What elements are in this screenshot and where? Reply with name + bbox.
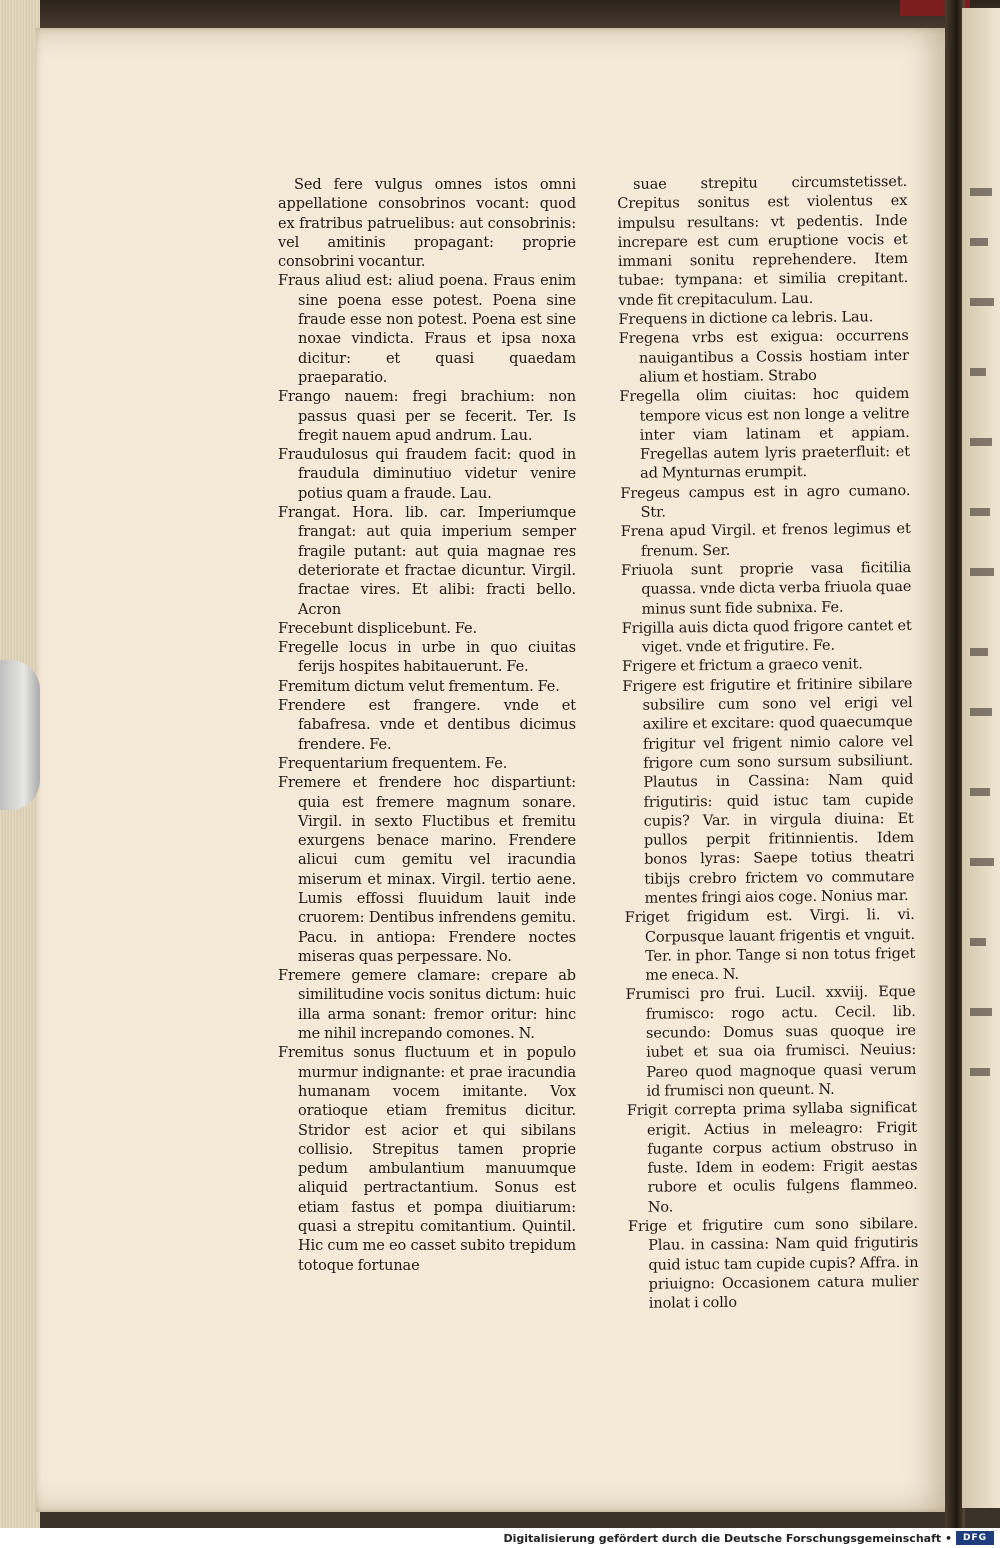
text-entry: Fregelle locus in urbe in quo ciuitas ferijs hospites habitauerunt. Fe. (278, 640, 576, 676)
text-entry: Frecebunt displicebunt. Fe. (278, 620, 478, 637)
left-text-column (278, 176, 576, 1276)
text-entry: Friget frigidum est. Virgi. li. vi. Corpusque lauant frigentis et vnguit. Ter. in phor. Tange si non totus friget me eneca. N. (624, 907, 916, 984)
text-entry: Frumisci pro frui. Lucil. xxviij. Eque frumisco: rogo actu. Cecil. lib. secundo: Domus suas quoque ire iubet et sua oia frumisci. Neuius: Pareo quod magnoque quasi verum id frumisci non queunt. N. (625, 984, 917, 1100)
text-entry: Friuola sunt proprie vasa ficitilia quassa. vnde dicta verba friuola quae minus sunt fide subnixa. Fe. (621, 559, 912, 618)
text-entry: Frigere et frictum a graeco venit. (622, 656, 863, 676)
text-entry: Frango nauem: fregi brachium: non passus quasi per se fecerit. Ter. Is fregit nauem apud andrum. Lau. (278, 389, 576, 444)
text-entry: Frena apud Virgil. et frenos legimus et frenum. Ser. (620, 521, 911, 560)
text-entry: Frequentarium frequentem. Fe. (278, 755, 508, 772)
text-entry: Fremitum dictum velut frementum. Fe. (278, 678, 560, 695)
text-entry: Fremitus sonus fluctuum et in populo murmur indignante: et prae iracundia humanam vocem imitante. Vox oratioque etiam fremitus dicitur. Stridor est acior et qui sibilans collisio. Strepitus tamen proprie pedum ambulantium manuumque aliquid pertractantium. Sonus est etiam fastus et pompa diuitiarum: quasi a strepitu comitantium. Quintil. Hic cum me eo casset subito trepidum totoque fortunae (278, 1045, 576, 1274)
text-entry: Frequens in dictione ca lebris. Lau. (618, 309, 874, 329)
text-entry: Frendere est frangere. vnde et fabafresa. vnde et dentibus dicimus frendere. Fe. (278, 698, 576, 753)
text-entry: suae strepitu circumstetisset. Crepitus sonitus est violentus ex impulsu resultans: vt pedentis. Inde increpare est cum eruptione vocis et immani sonitu reprehendere. Item tubae: tympana: et similia crepitant. vnde fit crepitaculum. Lau. (617, 173, 909, 309)
footer-bar (0, 1528, 1000, 1548)
funding-credit: Digitalisierung gefördert durch die Deutsche Forschungsgemeinschaft • (503, 1532, 952, 1545)
text-entry: Frige et frigutire cum sono sibilare. Plau. in cassina: Nam quid frigutiris quid istuc tam cupide cupis? Affra. in priuigno: Occasionem catura mulier inolat i collo (627, 1215, 919, 1312)
text-entry: Fremere et frendere hoc dispartiunt: quia est fremere magnum sonare. Virgil. in sexto Fluctibus et fremitu exurgens benace marino. Frendere alicui cum gemitu vel iracundia miserum et minax. Virgil. tertio aene. Lumis effossi fluuidum lauit inde cruorem: Dentibus infrendens gemitu. Pacu. in antiopa: Frendere noctes miseras quas perpessare. No. (278, 775, 576, 965)
text-entry: Fraus aliud est: aliud poena. Fraus enim sine poena esse potest. Poena sine fraude esse non potest. Poena est sine noxae vindicta. Fraus et ipsa noxa dicitur: et quasi quaedam praeparatio. (278, 273, 576, 386)
text-entry: Fregeus campus est in agro cumano. Str. (620, 482, 911, 521)
text-entry: Frigere est frigutire et fritinire sibilare subsilire cum sono vel erigi vel axilire et excitare: quod quaecumque frigitur vel frigent nimio calore vel frigore cum sono sursum subsiliunt. Plautus in Cassina: Nam quid frigutiris: quid istuc tam cupide cupis? Var. in virgula diuina: Et pullos perpit fritinnientis. Idem bonos lyras: Saepe totius theatri tibijs crebro frictem vo commutare mentes fringi aios coge. Nonius mar. (622, 675, 915, 907)
dfg-logo-icon: DFG (956, 1531, 994, 1545)
text-entry: Fraudulosus qui fraudem facit: quod in fraudula diminutiuo videtur venire potius quam a fraude. Lau. (278, 447, 576, 502)
text-entry: Fregella olim ciuitas: hoc quidem tempore vicus est non longe a velitre inter viam latinam et appiam. Fregellas autem lyris praeterfluit: et ad Mynturnas erumpit. (619, 386, 910, 483)
text-entry: Frigilla auis dicta quod frigore cantet et viget. vnde et frigutire. Fe. (621, 617, 912, 656)
text-entry: Sed fere vulgus omnes istos omni appellatione consobrinos vocant: quod ex fratribus patruelibus: aut consobrinis: vel amitinis propagant: proprie consobrini vocantur. (278, 177, 576, 271)
text-entry: Frigit correpta prima syllaba significat erigit. Actius in meleagro: Frigit fugante corpus actium obstruso in fuste. Idem in eodem: Frigit aestas rubore et oculis fulgens flammeo. No. (626, 1100, 918, 1216)
right-text-column (617, 173, 919, 1314)
text-entry: Frangat. Hora. lib. car. Imperiumque frangat: aut quia imperium semper fragile putant: aut quia magnae res deteriorate et fractae dicuntur. Virgil. fractae vires. Et alibi: fracti bello. Acron (278, 505, 576, 618)
page-clip (0, 660, 40, 810)
facing-page-edge (962, 8, 1000, 1508)
text-entry: Fremere gemere clamare: crepare ab similitudine vocis sonitus dictum: huic illa arma sonant: fremor oritur: hinc me nihil increpando comones. N. (278, 968, 576, 1043)
text-entry: Fregena vrbs est exigua: occurrens nauigantibus a Cossis hostiam inter alium et hostiam. Strabo (618, 328, 909, 386)
book-top-edge (0, 0, 1000, 30)
